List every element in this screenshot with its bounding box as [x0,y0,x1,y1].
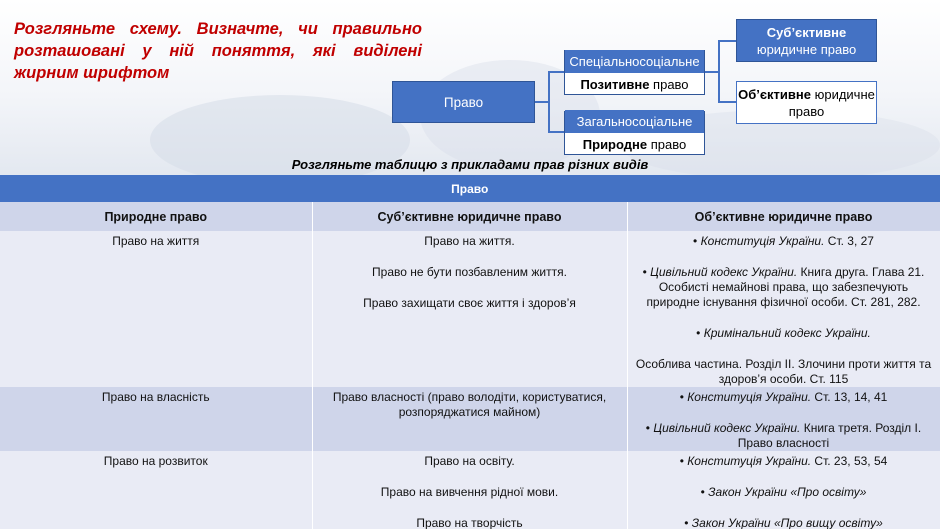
leaf-objective-rest: юридичне право [788,86,875,119]
branch-general-rest: право [647,137,687,152]
leaf-subjective-rest: юридичне право [756,41,857,57]
law-reference: • Цивільний кодекс України. Книга друга. Глава 21. Особисті немайнові права, що забезпечують природне існування фізичної особи. Ст. 281, 282. [642,265,925,309]
diagram-branch-special [564,50,705,95]
law-reference: • Конституція України. Ст. 23, 53, 54 [679,454,888,468]
table-columns-row [0,202,940,231]
cell-line: Право захищати своє життя і здоров’я [363,296,576,310]
diagram-leaf-subjective [736,19,877,62]
law-reference: • Цивільний кодекс України. Книга третя. Розділ І. Право власності [645,421,922,450]
cell-subjective [312,451,627,529]
connector [548,71,564,73]
law-reference: • Закон України «Про вищу освіту» [684,516,883,529]
law-reference: • Конституція України. Ст. 3, 27 [693,234,874,248]
connector [718,40,720,103]
cell-line: Право на вивчення рідної мови. [380,485,559,499]
task-instruction: Розгляньте схему. Визначте, чи правильно розташовані у ній поняття, які виділені жирним шрифтом [14,20,422,82]
cell-objective [627,231,940,387]
rights-table [0,175,940,529]
diagram-branch-general [564,111,705,155]
table-row [0,451,940,529]
cell-line: Право власності (право володіти, користуватися, розпоряджатися майном) [332,390,607,419]
branch-special-bold: Позитивне [580,76,650,92]
column-header-natural: Природне право [0,202,312,231]
law-reference: • Закон України «Про освіту» [700,485,867,499]
branch-general-bold: Природне [582,137,648,152]
table-header: Право [0,175,940,202]
cell-natural: Право на власність [0,387,312,451]
law-reference: Особлива частина. Розділ II. Злочини проти життя та здоров’я особи. Ст. 115 [635,357,932,386]
branch-general-line1: Загальносоціальне [565,110,704,133]
cell-line: Право на творчість [416,516,523,529]
diagram-leaf-objective [736,81,877,124]
branch-special-line2 [578,73,690,96]
connector [718,40,736,42]
table-caption: Розгляньте таблицю з прикладами прав різних видів [291,157,649,172]
leaf-objective-text [737,86,876,120]
connector [548,131,564,133]
leaf-subjective-bold: Суб’єктивне [766,24,847,40]
root-label: Право [443,94,484,110]
branch-special-rest: право [649,76,689,92]
connector [548,71,550,133]
cell-line: Право на освіту. [424,454,515,468]
leaf-objective-bold: Об’єктивне [738,86,811,102]
table-row [0,387,940,451]
law-reference: • Конституція України. Ст. 13, 14, 41 [679,390,888,404]
cell-line: Право на життя. [424,234,515,248]
branch-special-line1: Спеціальносоціальне [565,50,704,73]
branch-general-line2 [581,133,688,156]
table-row [0,231,940,387]
diagram-root-pravo [392,81,535,123]
connector [718,101,736,103]
law-reference: • Кримінальний кодекс України. [696,326,871,340]
column-header-subjective: Суб’єктивне юридичне право [312,202,627,231]
cell-subjective [312,231,627,387]
column-header-objective: Об’єктивне юридичне право [627,202,940,231]
cell-natural: Право на розвиток [0,451,312,529]
table-header-row [0,175,940,202]
cell-natural: Право на життя [0,231,312,387]
cell-line: Право не бути позбавленим життя. [372,265,567,279]
cell-subjective [312,387,627,451]
cell-objective [627,387,940,451]
cell-objective [627,451,940,529]
